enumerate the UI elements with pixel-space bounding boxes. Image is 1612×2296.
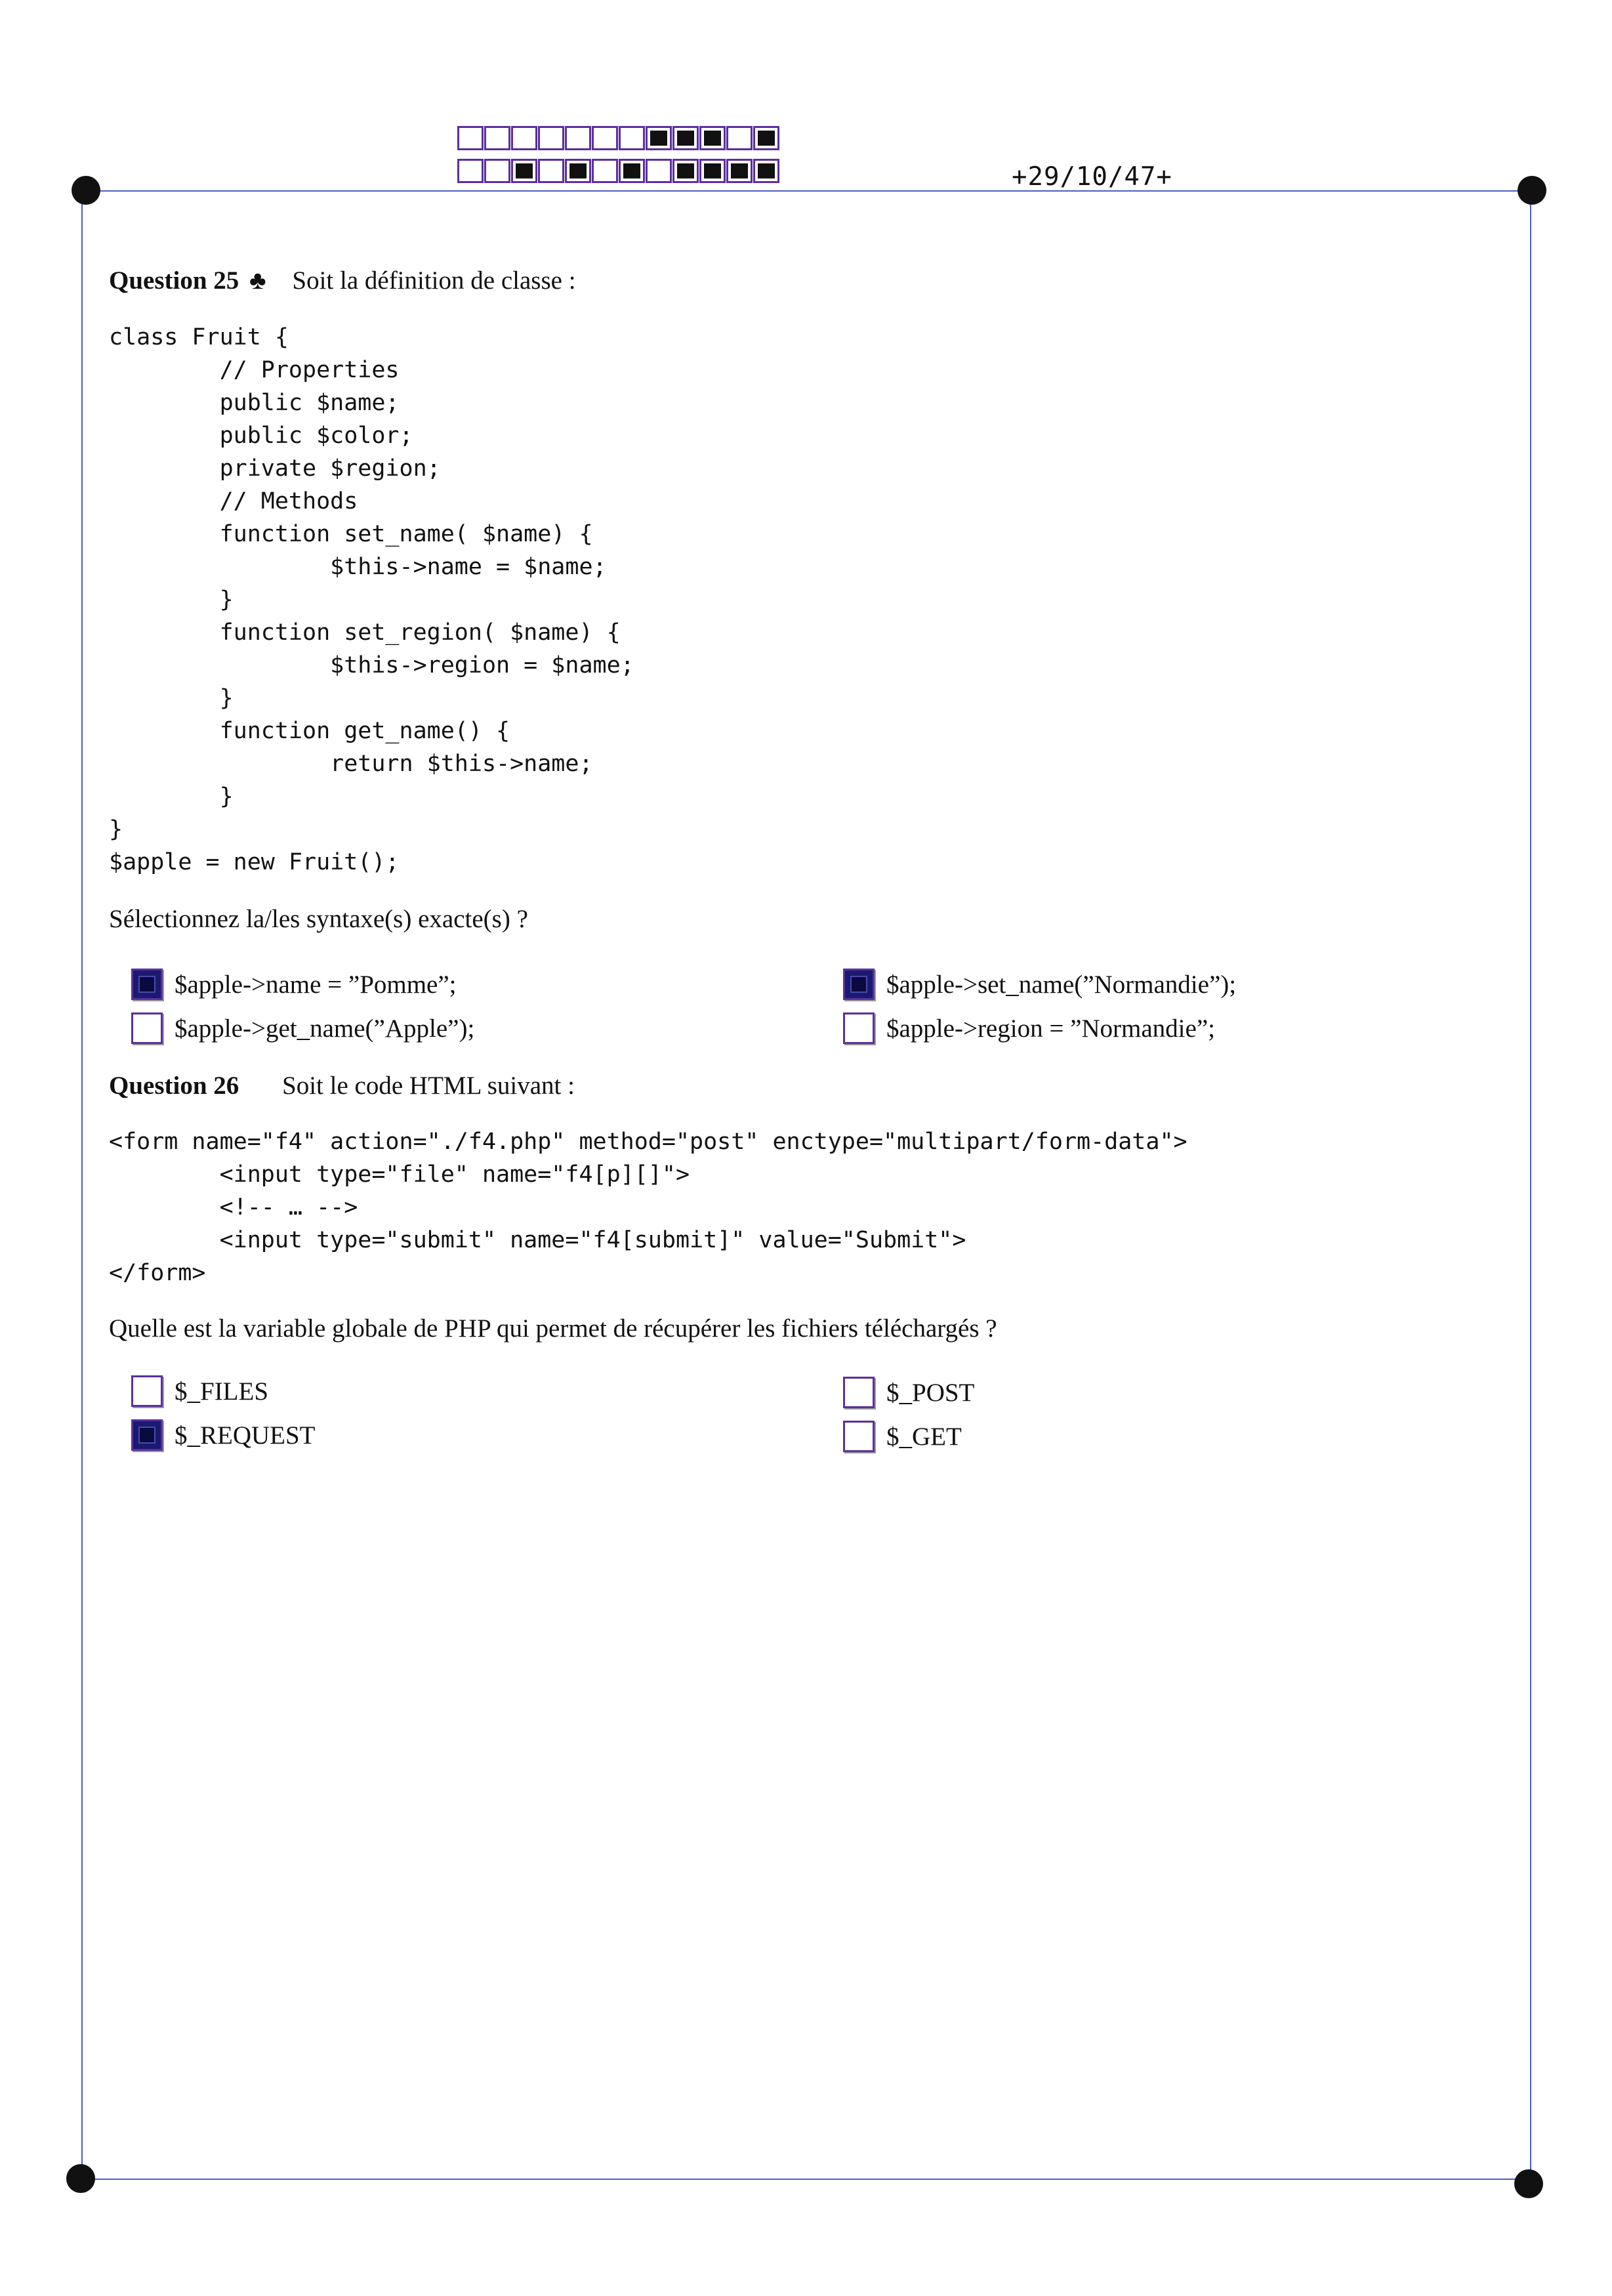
code-bit bbox=[646, 126, 672, 150]
code-bit bbox=[726, 126, 753, 150]
q26-choice-4[interactable] bbox=[843, 1418, 962, 1455]
q25-choice-4[interactable] bbox=[843, 1010, 1215, 1047]
code-bit bbox=[646, 159, 672, 183]
q26-choice-2[interactable] bbox=[843, 1374, 974, 1411]
code-bit bbox=[619, 126, 645, 150]
corner-marker-top-right bbox=[1518, 176, 1546, 205]
code-bit bbox=[726, 159, 753, 183]
corner-marker-bottom-left bbox=[66, 2164, 95, 2193]
code-bit bbox=[699, 159, 726, 183]
question-26-instruction: Quelle est la variable globale de PHP qui permet de récupérer les fichiers téléchargés ? bbox=[109, 1314, 997, 1343]
choice-label: $apple->set_name(”Normandie”); bbox=[886, 970, 1237, 999]
page-code-grid bbox=[457, 126, 780, 192]
question-prompt: Soit la définition de classe : bbox=[292, 266, 576, 295]
checkbox[interactable] bbox=[131, 1419, 163, 1451]
code-bit bbox=[672, 159, 699, 183]
code-bit bbox=[538, 126, 564, 150]
code-bit bbox=[457, 126, 484, 150]
question-label: Question 26 bbox=[109, 1072, 239, 1100]
code-bit bbox=[565, 126, 591, 150]
choice-label: $apple->name = ”Pomme”; bbox=[175, 970, 457, 999]
page-id: +29/10/47+ bbox=[1012, 162, 1172, 192]
code-row bbox=[457, 159, 780, 187]
code-bit bbox=[592, 159, 618, 183]
code-bit bbox=[511, 159, 537, 183]
question-25-heading bbox=[109, 266, 576, 295]
code-bit bbox=[592, 126, 618, 150]
checkbox[interactable] bbox=[843, 1377, 875, 1408]
frame-top-line bbox=[87, 190, 1533, 192]
choice-label: $_GET bbox=[886, 1422, 962, 1451]
checkbox[interactable] bbox=[843, 969, 875, 1000]
choice-label: $_REQUEST bbox=[175, 1421, 316, 1450]
q25-choice-3[interactable] bbox=[131, 1010, 474, 1047]
code-bit bbox=[538, 159, 564, 183]
choice-label: $_FILES bbox=[175, 1377, 269, 1406]
frame-left-line bbox=[81, 190, 83, 2179]
checkbox[interactable] bbox=[131, 1012, 163, 1044]
code-bit bbox=[511, 126, 537, 150]
frame-right-line bbox=[1530, 190, 1531, 2184]
q25-choice-1[interactable] bbox=[131, 966, 457, 1003]
question-26-heading bbox=[109, 1071, 575, 1100]
code-bit bbox=[484, 159, 510, 183]
q26-choice-3[interactable] bbox=[131, 1417, 316, 1453]
choice-label: $apple->region = ”Normandie”; bbox=[886, 1014, 1215, 1043]
corner-marker-top-left bbox=[72, 176, 100, 205]
code-bit bbox=[699, 126, 726, 150]
code-row bbox=[457, 126, 780, 154]
q25-choice-2[interactable] bbox=[843, 966, 1236, 1003]
question-label: Question 25 bbox=[109, 266, 239, 295]
question-25-code: class Fruit { // Properties public $name; public $color; private $region; // Methods function set_name( $name) { $this->name = $name; } function set_region( $name) { $this->region = $name; } function get_name() { return $this->name; } } $apple = new Fruit(); bbox=[109, 324, 634, 875]
choice-label: $apple->get_name(”Apple”); bbox=[175, 1014, 475, 1043]
q26-choice-1[interactable] bbox=[131, 1373, 268, 1409]
code-bit bbox=[484, 126, 510, 150]
code-bit bbox=[457, 159, 484, 183]
question-25-instruction: Sélectionnez la/les syntaxe(s) exacte(s) ? bbox=[109, 905, 528, 933]
code-bit bbox=[565, 159, 591, 183]
choice-label: $_POST bbox=[886, 1378, 975, 1407]
checkbox[interactable] bbox=[131, 1375, 163, 1407]
code-bit bbox=[753, 159, 779, 183]
question-prompt: Soit le code HTML suivant : bbox=[282, 1072, 575, 1100]
code-bit bbox=[753, 126, 779, 150]
checkbox[interactable] bbox=[843, 1421, 875, 1452]
checkbox[interactable] bbox=[131, 969, 163, 1000]
frame-bottom-line bbox=[81, 2179, 1531, 2180]
corner-marker-bottom-right bbox=[1514, 2169, 1543, 2198]
checkbox[interactable] bbox=[843, 1012, 875, 1044]
code-bit bbox=[619, 159, 645, 183]
code-bit bbox=[672, 126, 699, 150]
question-26-code: <form name="f4" action="./f4.php" method="post" enctype="multipart/form-data"> <input type="file" name="f4[p][]"> <!-- … --> <input type="submit" name="f4[submit]" value="Submit"> </form> bbox=[109, 1129, 1188, 1286]
club-icon: ♣ bbox=[249, 266, 266, 295]
